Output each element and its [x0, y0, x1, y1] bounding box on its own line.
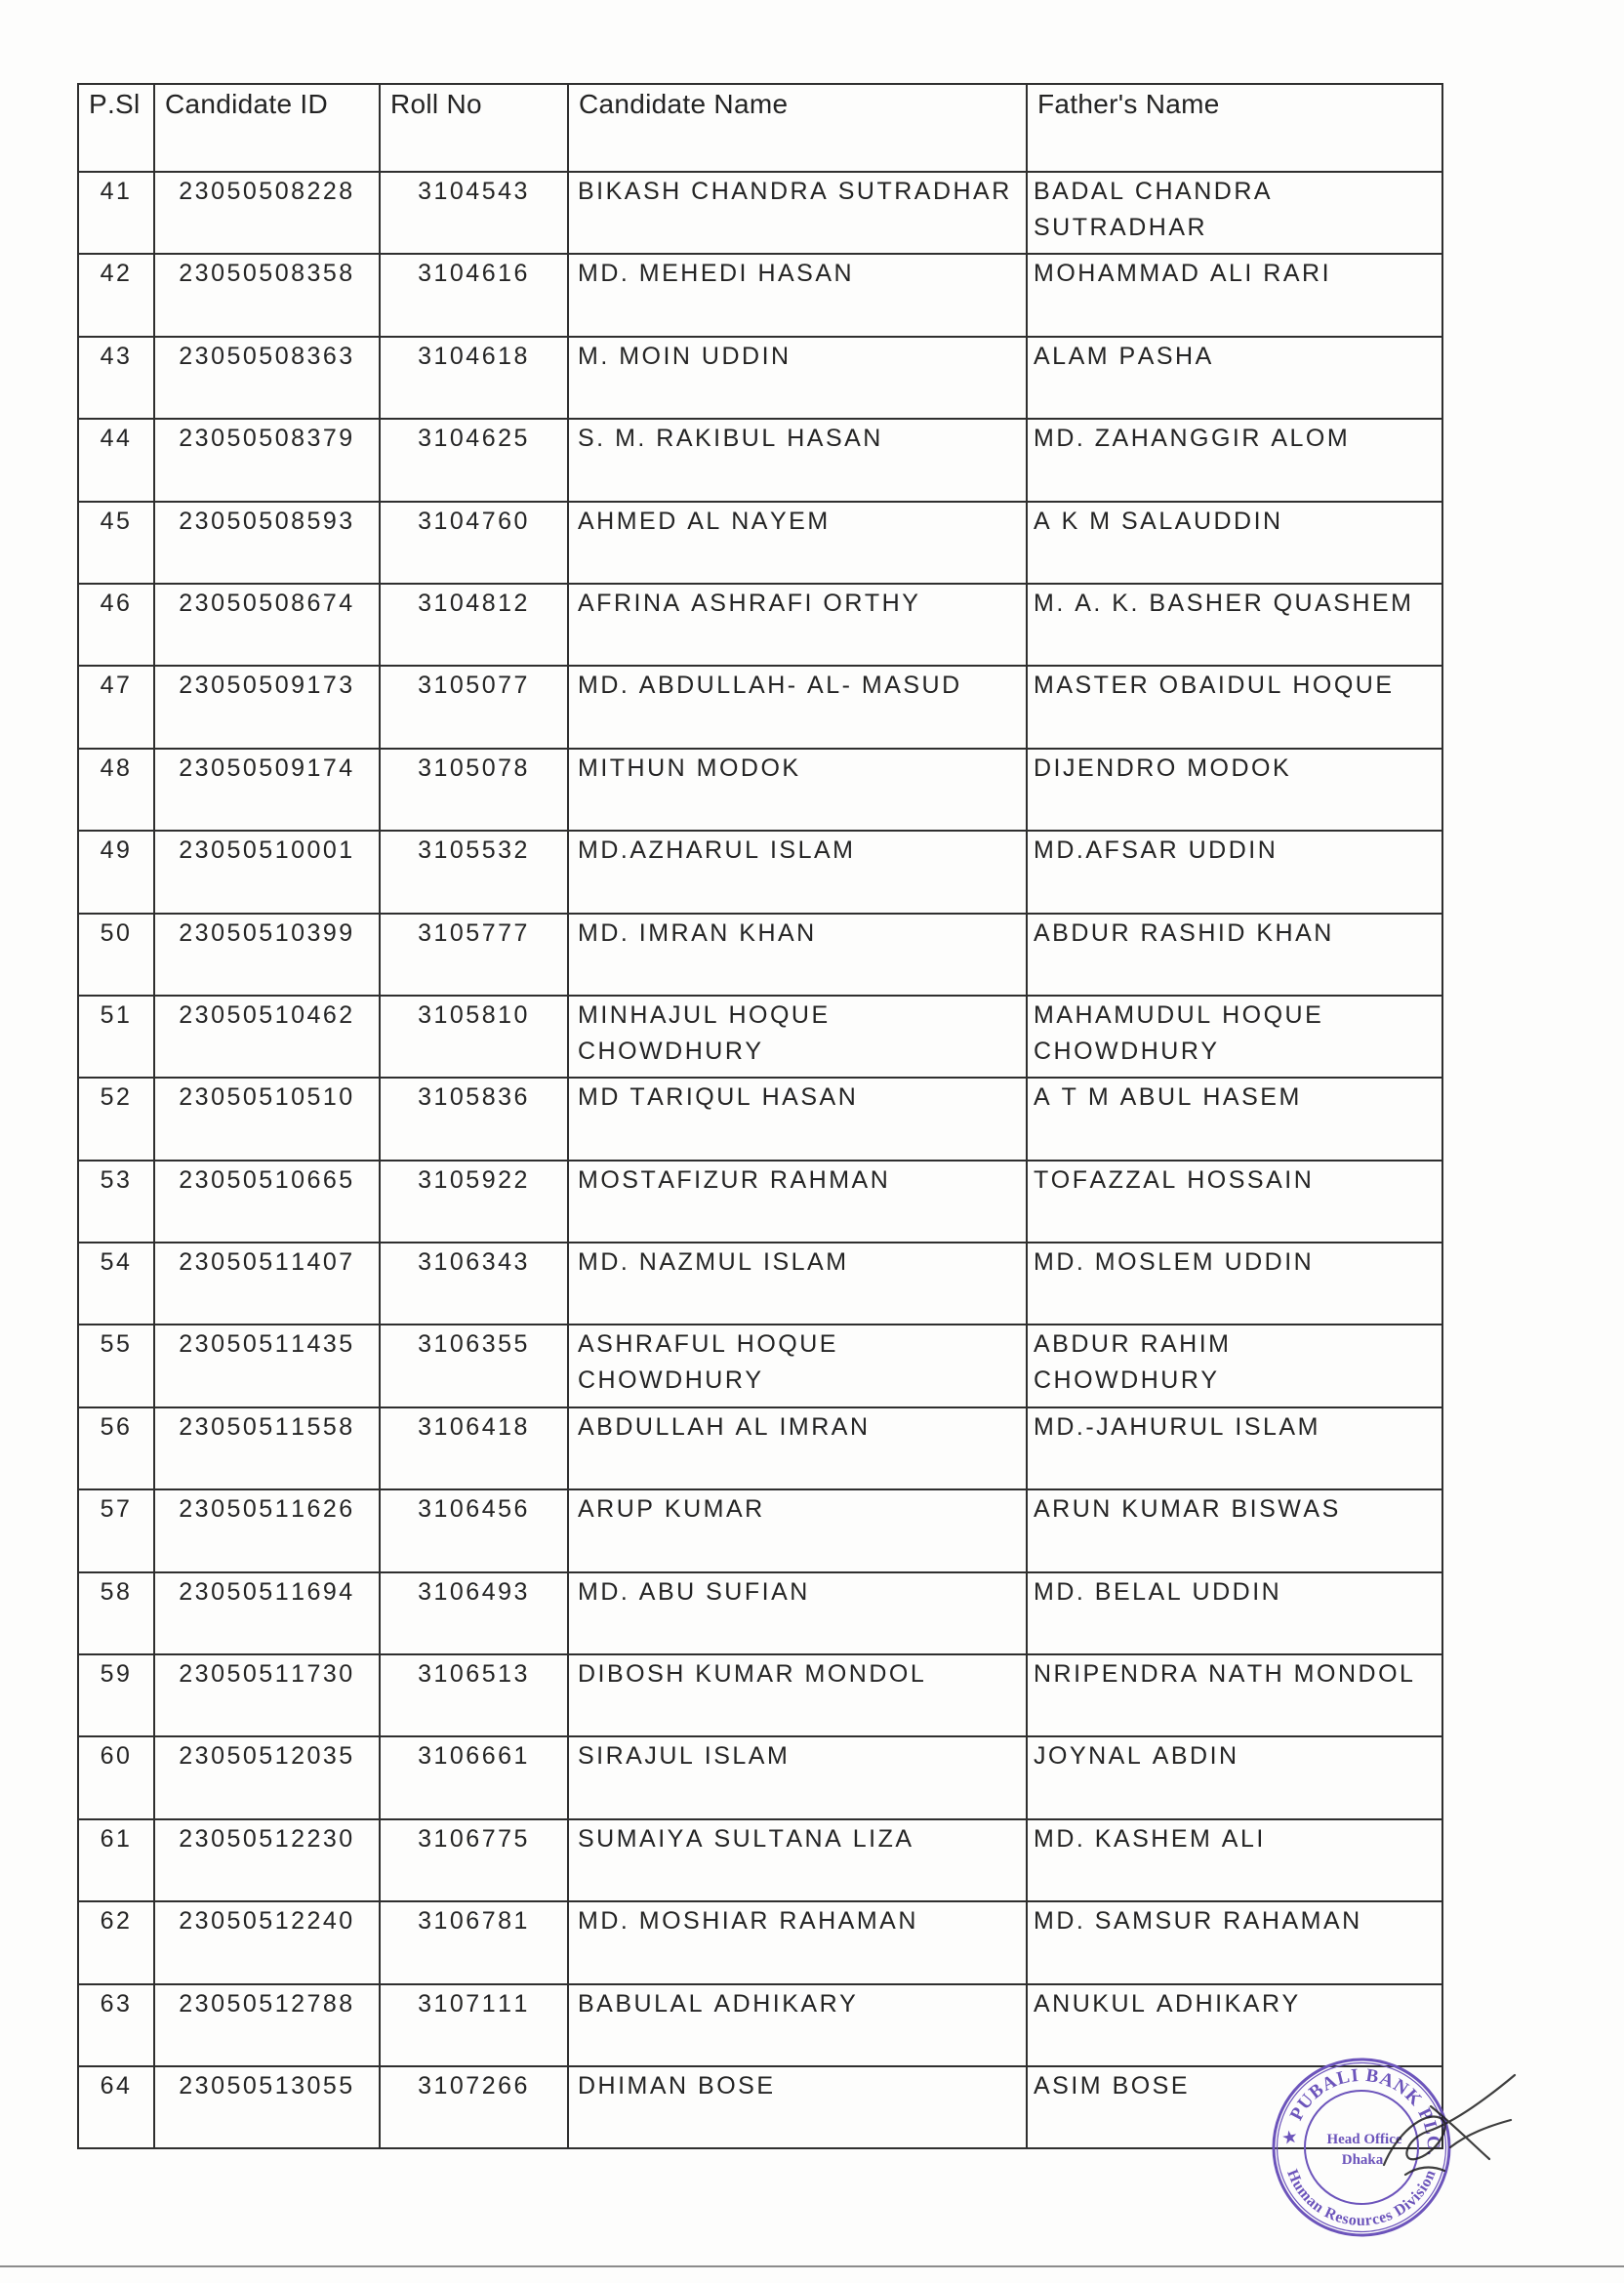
- candidate-name-cell: BIKASH CHANDRA SUTRADHAR: [568, 172, 1027, 254]
- candidate-name-cell: MD TARIQUL HASAN: [568, 1078, 1027, 1160]
- roll-no-cell: 3106775: [380, 1819, 568, 1901]
- serial-number-cell: 58: [78, 1572, 154, 1654]
- serial-number-cell: 59: [78, 1654, 154, 1736]
- table-row: [78, 254, 1442, 336]
- serial-number-cell: 62: [78, 1901, 154, 1983]
- table-row: [78, 584, 1442, 666]
- candidate-id-cell: 23050512240: [154, 1901, 380, 1983]
- candidate-name-cell: MD.AZHARUL ISLAM: [568, 831, 1027, 913]
- table-row: [78, 1572, 1442, 1654]
- serial-number-cell: 48: [78, 749, 154, 831]
- candidate-name-cell: DIBOSH KUMAR MONDOL: [568, 1654, 1027, 1736]
- father-name-cell: TOFAZZAL HOSSAIN: [1027, 1161, 1442, 1243]
- candidate-name-cell: S. M. RAKIBUL HASAN: [568, 419, 1027, 501]
- candidate-name-cell: ARUP KUMAR: [568, 1489, 1027, 1571]
- table-row: [78, 1407, 1442, 1489]
- table-row: [78, 831, 1442, 913]
- candidate-name-cell: AHMED AL NAYEM: [568, 502, 1027, 584]
- roll-no-cell: 3105836: [380, 1078, 568, 1160]
- table-row: [78, 1819, 1442, 1901]
- roll-no-cell: 3105810: [380, 996, 568, 1078]
- table-body: [78, 172, 1442, 2148]
- candidate-name-cell: MOSTAFIZUR RAHMAN: [568, 1161, 1027, 1243]
- stamp-bottom-text-path: Human Resources Division: [1283, 2167, 1440, 2229]
- serial-number-cell: 53: [78, 1161, 154, 1243]
- candidate-id-cell: 23050512035: [154, 1736, 380, 1818]
- father-name-cell: NRIPENDRA NATH MONDOL: [1027, 1654, 1442, 1736]
- table-row: [78, 666, 1442, 748]
- candidate-name-cell: MINHAJUL HOQUE CHOWDHURY: [568, 996, 1027, 1078]
- table-row: [78, 2066, 1442, 2148]
- roll-no-cell: 3106781: [380, 1901, 568, 1983]
- roll-no-cell: 3106661: [380, 1736, 568, 1818]
- father-name-cell: ASIM BOSE: [1027, 2066, 1442, 2148]
- header-roll-no: Roll No: [380, 84, 568, 172]
- father-name-cell: MD. MOSLEM UDDIN: [1027, 1243, 1442, 1325]
- roll-no-cell: 3104618: [380, 337, 568, 419]
- roll-no-cell: 3104625: [380, 419, 568, 501]
- candidate-name-cell: MITHUN MODOK: [568, 749, 1027, 831]
- table-row: [78, 1901, 1442, 1983]
- father-name-cell: MD. BELAL UDDIN: [1027, 1572, 1442, 1654]
- table-row: [78, 914, 1442, 996]
- serial-number-cell: 42: [78, 254, 154, 336]
- serial-number-cell: 41: [78, 172, 154, 254]
- candidate-name-cell: DHIMAN BOSE: [568, 2066, 1027, 2148]
- candidate-name-cell: SUMAIYA SULTANA LIZA: [568, 1819, 1027, 1901]
- table-header-row: [78, 84, 1442, 172]
- roll-no-cell: 3104543: [380, 172, 568, 254]
- candidate-id-cell: 23050510462: [154, 996, 380, 1078]
- serial-number-cell: 51: [78, 996, 154, 1078]
- candidate-id-cell: 23050511407: [154, 1243, 380, 1325]
- father-name-cell: ARUN KUMAR BISWAS: [1027, 1489, 1442, 1571]
- roll-no-cell: 3107266: [380, 2066, 568, 2148]
- header-father-name: Father's Name: [1027, 84, 1442, 172]
- candidate-id-cell: 23050508593: [154, 502, 380, 584]
- candidate-id-cell: 23050511558: [154, 1407, 380, 1489]
- stamp-top-text-path: PUBALI BANK PLC.: [1285, 2064, 1444, 2158]
- header-candidate-id: Candidate ID: [154, 84, 380, 172]
- candidate-table: [77, 83, 1443, 2149]
- father-name-cell: JOYNAL ABDIN: [1027, 1736, 1442, 1818]
- father-name-cell: MAHAMUDUL HOQUE CHOWDHURY: [1027, 996, 1442, 1078]
- roll-no-cell: 3105777: [380, 914, 568, 996]
- serial-number-cell: 57: [78, 1489, 154, 1571]
- table-row: [78, 172, 1442, 254]
- bank-seal-stamp: [1259, 2050, 1562, 2245]
- roll-no-cell: 3106355: [380, 1325, 568, 1406]
- serial-number-cell: 63: [78, 1984, 154, 2066]
- candidate-id-cell: 23050510399: [154, 914, 380, 996]
- father-name-cell: ABDUR RASHID KHAN: [1027, 914, 1442, 996]
- serial-number-cell: 45: [78, 502, 154, 584]
- father-name-cell: MD.-JAHURUL ISLAM: [1027, 1407, 1442, 1489]
- father-name-cell: ALAM PASHA: [1027, 337, 1442, 419]
- roll-no-cell: 3105922: [380, 1161, 568, 1243]
- roll-no-cell: 3105078: [380, 749, 568, 831]
- candidate-name-cell: AFRINA ASHRAFI ORTHY: [568, 584, 1027, 666]
- father-name-cell: MASTER OBAIDUL HOQUE: [1027, 666, 1442, 748]
- candidate-id-cell: 23050512788: [154, 1984, 380, 2066]
- candidate-id-cell: 23050510510: [154, 1078, 380, 1160]
- page-bottom-rule: [0, 2265, 1624, 2267]
- candidate-name-cell: ABDULLAH AL IMRAN: [568, 1407, 1027, 1489]
- father-name-cell: MD. ZAHANGGIR ALOM: [1027, 419, 1442, 501]
- header-candidate-name: Candidate Name: [568, 84, 1027, 172]
- candidate-name-cell: MD. ABDULLAH- AL- MASUD: [568, 666, 1027, 748]
- candidate-name-cell: ASHRAFUL HOQUE CHOWDHURY: [568, 1325, 1027, 1406]
- serial-number-cell: 50: [78, 914, 154, 996]
- candidate-name-cell: MD. ABU SUFIAN: [568, 1572, 1027, 1654]
- father-name-cell: ANUKUL ADHIKARY: [1027, 1984, 1442, 2066]
- candidate-name-cell: MD. MEHEDI HASAN: [568, 254, 1027, 336]
- father-name-cell: MD. KASHEM ALI: [1027, 1819, 1442, 1901]
- table-row: [78, 1489, 1442, 1571]
- stamp-center-line-2: Dhaka: [1341, 2152, 1384, 2168]
- candidate-id-cell: 23050508228: [154, 172, 380, 254]
- candidate-id-cell: 23050511626: [154, 1489, 380, 1571]
- serial-number-cell: 56: [78, 1407, 154, 1489]
- roll-no-cell: 3105077: [380, 666, 568, 748]
- header-serial-number: P.Sl: [78, 84, 154, 172]
- table-row: [78, 1078, 1442, 1160]
- serial-number-cell: 43: [78, 337, 154, 419]
- father-name-cell: ABDUR RAHIM CHOWDHURY: [1027, 1325, 1442, 1406]
- table-row: [78, 1984, 1442, 2066]
- table-row: [78, 1736, 1442, 1818]
- candidate-name-cell: M. MOIN UDDIN: [568, 337, 1027, 419]
- serial-number-cell: 60: [78, 1736, 154, 1818]
- candidate-id-cell: 23050508379: [154, 419, 380, 501]
- stamp-inner-ring: [1305, 2091, 1418, 2204]
- father-name-cell: MD. SAMSUR RAHAMAN: [1027, 1901, 1442, 1983]
- table-row: [78, 749, 1442, 831]
- serial-number-cell: 47: [78, 666, 154, 748]
- roll-no-cell: 3106513: [380, 1654, 568, 1736]
- candidate-id-cell: 23050508363: [154, 337, 380, 419]
- candidate-name-cell: MD. MOSHIAR RAHAMAN: [568, 1901, 1027, 1983]
- candidate-id-cell: 23050509173: [154, 666, 380, 748]
- serial-number-cell: 52: [78, 1078, 154, 1160]
- table-row: [78, 1325, 1442, 1406]
- candidate-name-cell: BABULAL ADHIKARY: [568, 1984, 1027, 2066]
- serial-number-cell: 55: [78, 1325, 154, 1406]
- candidate-name-cell: MD. NAZMUL ISLAM: [568, 1243, 1027, 1325]
- table-row: [78, 1161, 1442, 1243]
- candidate-id-cell: 23050511694: [154, 1572, 380, 1654]
- stamp-outer-inner-ring: [1278, 2063, 1446, 2232]
- table-row: [78, 1243, 1442, 1325]
- table-row: [78, 337, 1442, 419]
- star-icon: ★: [1280, 2129, 1300, 2146]
- father-name-cell: BADAL CHANDRA SUTRADHAR: [1027, 172, 1442, 254]
- roll-no-cell: 3106418: [380, 1407, 568, 1489]
- candidate-id-cell: 23050512230: [154, 1819, 380, 1901]
- candidate-id-cell: 23050511730: [154, 1654, 380, 1736]
- roll-no-cell: 3104616: [380, 254, 568, 336]
- father-name-cell: A T M ABUL HASEM: [1027, 1078, 1442, 1160]
- father-name-cell: DIJENDRO MODOK: [1027, 749, 1442, 831]
- candidate-id-cell: 23050510665: [154, 1161, 380, 1243]
- candidate-id-cell: 23050509174: [154, 749, 380, 831]
- stamp-outer-ring: [1274, 2059, 1449, 2235]
- stamp-bottom-text: [1283, 2167, 1440, 2229]
- serial-number-cell: 54: [78, 1243, 154, 1325]
- roll-no-cell: 3106343: [380, 1243, 568, 1325]
- serial-number-cell: 64: [78, 2066, 154, 2148]
- roll-no-cell: 3104760: [380, 502, 568, 584]
- candidate-id-cell: 23050513055: [154, 2066, 380, 2148]
- serial-number-cell: 49: [78, 831, 154, 913]
- father-name-cell: MD.AFSAR UDDIN: [1027, 831, 1442, 913]
- father-name-cell: M. A. K. BASHER QUASHEM: [1027, 584, 1442, 666]
- father-name-cell: MOHAMMAD ALI RARI: [1027, 254, 1442, 336]
- stamp-center-line-1: Head Office: [1326, 2132, 1402, 2147]
- roll-no-cell: 3104812: [380, 584, 568, 666]
- roll-no-cell: 3107111: [380, 1984, 568, 2066]
- father-name-cell: A K M SALAUDDIN: [1027, 502, 1442, 584]
- candidate-id-cell: 23050511435: [154, 1325, 380, 1406]
- candidate-id-cell: 23050508358: [154, 254, 380, 336]
- roll-no-cell: 3106493: [380, 1572, 568, 1654]
- serial-number-cell: 46: [78, 584, 154, 666]
- roll-no-cell: 3105532: [380, 831, 568, 913]
- roll-no-cell: 3106456: [380, 1489, 568, 1571]
- candidate-id-cell: 23050510001: [154, 831, 380, 913]
- candidate-name-cell: MD. IMRAN KHAN: [568, 914, 1027, 996]
- candidate-id-cell: 23050508674: [154, 584, 380, 666]
- serial-number-cell: 44: [78, 419, 154, 501]
- table-row: [78, 502, 1442, 584]
- table-row: [78, 996, 1442, 1078]
- table-row: [78, 1654, 1442, 1736]
- candidate-name-cell: SIRAJUL ISLAM: [568, 1736, 1027, 1818]
- serial-number-cell: 61: [78, 1819, 154, 1901]
- table-row: [78, 419, 1442, 501]
